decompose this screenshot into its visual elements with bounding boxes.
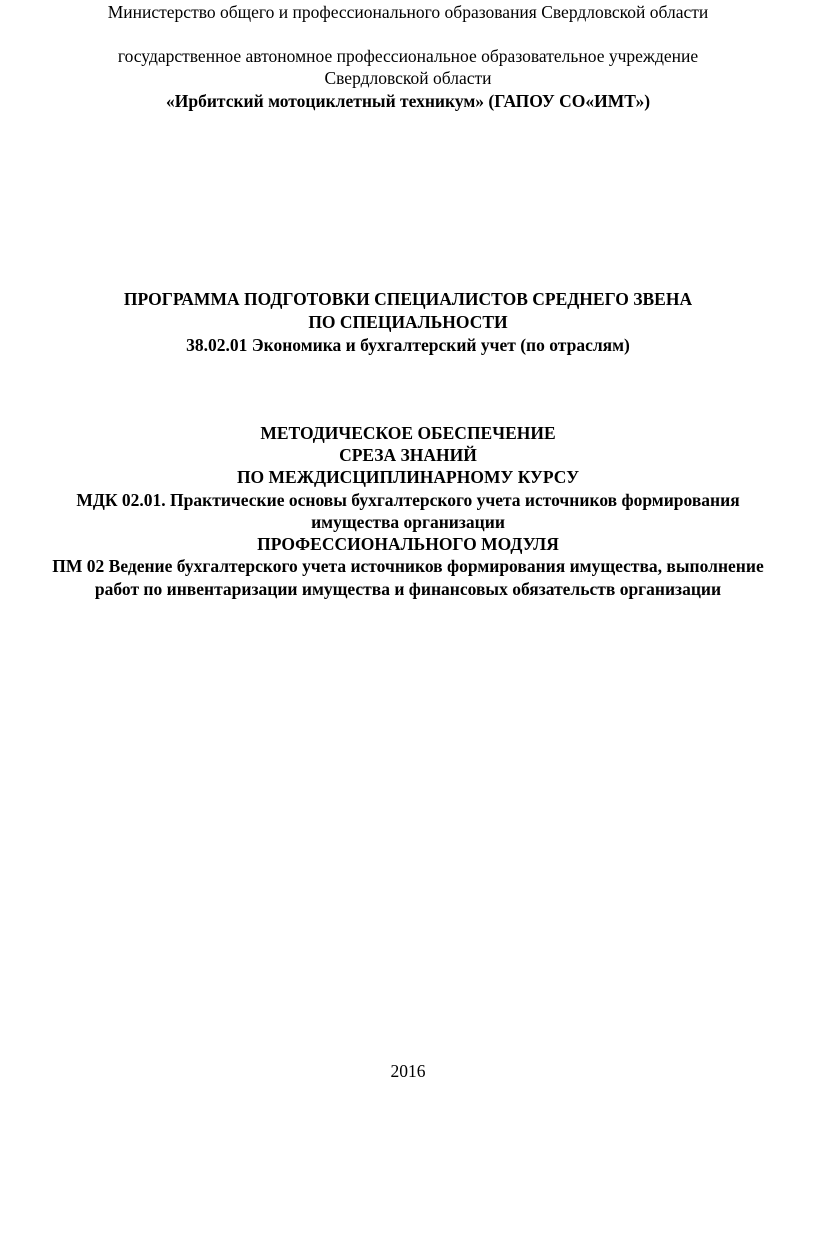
course-line-1: МДК 02.01. Практические основы бухгалтерского учета источников формирования: [76, 490, 740, 510]
doc-title-line-1: МЕТОДИЧЕСКОЕ ОБЕСПЕЧЕНИЕ: [260, 423, 556, 443]
institution-name: «Ирбитский мотоциклетный техникум» (ГАПОУ СО«ИМТ»): [165, 91, 651, 111]
program-title-line-1: ПРОГРАММА ПОДГОТОВКИ СПЕЦИАЛИСТОВ СРЕДНЕГО ЗВЕНА: [123, 289, 693, 309]
module-line-1: ПМ 02 Ведение бухгалтерского учета источников формирования имущества, выполнение: [52, 556, 764, 576]
doc-title-line-2: СРЕЗА ЗНАНИЙ: [339, 445, 477, 465]
course-line-2: имущества организации: [311, 512, 505, 532]
year: 2016: [390, 1061, 426, 1081]
module-label: ПРОФЕССИОНАЛЬНОГО МОДУЛЯ: [257, 534, 559, 554]
program-title-line-2: ПО СПЕЦИАЛЬНОСТИ: [308, 312, 508, 332]
specialty-line: 38.02.01 Экономика и бухгалтерский учет (по отраслям): [186, 335, 630, 355]
doc-title-line-3: ПО МЕЖДИСЦИПЛИНАРНОМУ КУРСУ: [236, 467, 580, 487]
ministry-line: Министерство общего и профессионального образования Свердловской области: [107, 2, 709, 22]
institution-line-1: государственное автономное профессиональное образовательное учреждение: [117, 46, 699, 66]
module-line-2: работ по инвентаризации имущества и финансовых обязательств организации: [94, 579, 722, 599]
institution-line-2: Свердловской области: [324, 68, 492, 88]
